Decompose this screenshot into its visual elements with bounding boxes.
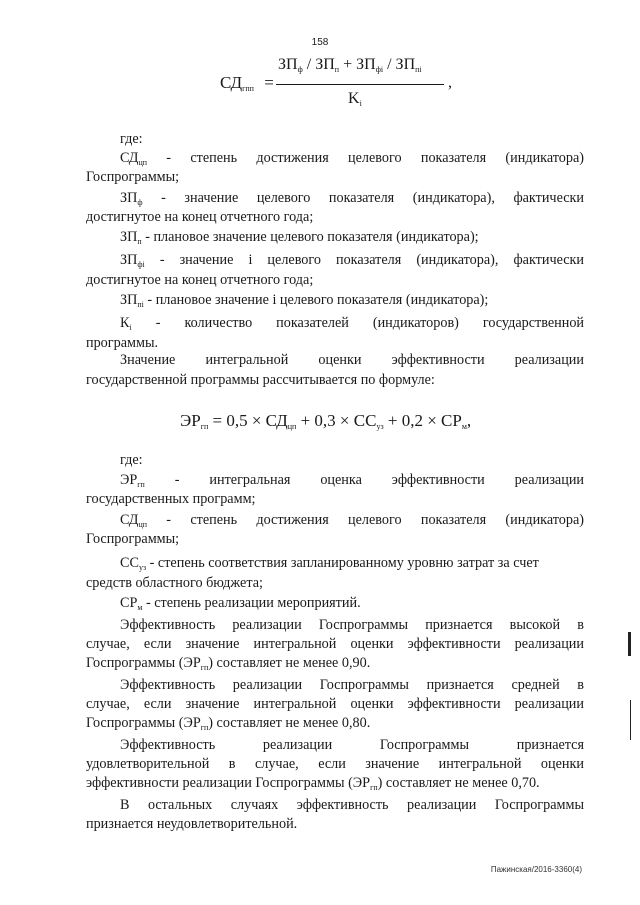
formula-1-plus: + (343, 56, 353, 73)
page-number: 158 (311, 37, 329, 48)
def7-sub: гп (137, 480, 145, 489)
para2-line1: Эффективность реализации Госпрограммы признается средней в (120, 677, 584, 693)
formula-2-term-2-sub: уз (376, 422, 384, 431)
def2-sub: ф (137, 198, 143, 207)
formula-1-term-c-sub: фi (375, 65, 384, 74)
def1-line (120, 150, 584, 167)
def9-sub: уз (138, 563, 147, 572)
formula-2-term-3-sub: м (461, 422, 467, 431)
para1-line1: Эффективность реализации Госпрограммы признается высокой в (120, 617, 584, 633)
formula-2-term-3: + 0,2 × СР (387, 411, 462, 430)
where-label-1: где: (120, 131, 143, 147)
footer-reference: Пажинская/2016-3360(4) (490, 865, 582, 874)
def7-text: - интегральная оценка эффективности реализации (174, 472, 585, 488)
def4-sub: фi (137, 260, 145, 269)
def8-text: - степень достижения целевого показателя (индикатора) (166, 512, 584, 528)
formula-2-term-1-sub: цп (287, 422, 297, 431)
formula-2-lhs-sub: гп (200, 422, 209, 431)
where-label-2: где: (120, 452, 143, 468)
para3-line3-a: эффективности реализации Госпрограммы (ЭР (86, 775, 371, 791)
formula-1-term-b: ЗП (315, 56, 335, 73)
def10-sub: м (137, 603, 143, 612)
def1-text: - степень достижения целевого показателя (индикатора) (166, 150, 584, 166)
def10-symbol: СР (120, 595, 138, 611)
formula-1-lhs-sub: гпп (242, 84, 254, 93)
def8-sub: цп (138, 520, 147, 529)
def7-line (120, 472, 584, 489)
def9-cont: средств областного бюджета; (86, 575, 263, 591)
para3-line3-sub: гп (370, 783, 378, 792)
def9-text: - степень соответствия запланированному уровню затрат за счет (149, 555, 539, 571)
formula-1-numerator (278, 56, 422, 74)
para1-line2: случае, если значение интегральной оценки эффективности реализации (86, 636, 584, 652)
para3-line1: Эффективность реализации Госпрограммы признается (120, 737, 584, 753)
formula-1-lhs-symbol: СД (220, 73, 243, 92)
formula-1-equals: = (264, 73, 274, 92)
intro2-line1: Значение интегральной оценки эффективности реализации (120, 352, 584, 368)
para2-line2: случае, если значение интегральной оценки эффективности реализации (86, 696, 584, 712)
def6-sub: i (129, 323, 132, 332)
def6-line (120, 315, 584, 332)
def2-line (120, 190, 584, 207)
scan-edge-mark (628, 632, 631, 656)
def8-line (120, 512, 584, 529)
def7-symbol: ЭР (120, 472, 138, 488)
para1-line3-sub: гп (200, 663, 209, 672)
def9-line (120, 555, 539, 572)
formula-1-den-symbol: K (348, 90, 360, 107)
def3-line (120, 229, 479, 246)
def2-cont: достигнутое на конец отчетного года; (86, 209, 314, 225)
fraction-bar (276, 84, 444, 85)
def4-text: - значение i целевого показателя (индикатора), фактически (159, 252, 585, 268)
def6-cont: программы. (86, 335, 159, 351)
def10-text: - степень реализации мероприятий. (145, 595, 361, 611)
def5-line (120, 292, 488, 309)
formula-2-lhs: ЭР (180, 411, 201, 430)
formula-1-den-sub: i (359, 99, 362, 108)
para2-line3-sub: гп (200, 723, 209, 732)
def10-line (120, 595, 361, 612)
def5-sub: пi (137, 300, 144, 309)
formula-1-lhs (220, 73, 274, 93)
formula-2-comma: , (466, 411, 472, 430)
def6-symbol: К (120, 315, 130, 331)
formula-1-term-a-sub: ф (297, 65, 303, 74)
para4-line2: признается неудовлетворительной. (86, 816, 298, 832)
formula-1-div-1: / (306, 56, 312, 73)
para2-line3-b: ) составляет не менее 0,80. (208, 715, 371, 731)
formula-1-term-b-sub: п (334, 65, 340, 74)
def4-line (120, 252, 584, 269)
para3-line3-b: ) составляет не менее 0,70. (377, 775, 540, 791)
formula-1-div-2: / (387, 56, 392, 73)
formula-1-term-d: ЗП (395, 56, 416, 73)
def1-cont: Госпрограммы; (86, 169, 180, 185)
def2-symbol: ЗП (120, 190, 138, 206)
formula-2 (180, 411, 471, 431)
def8-cont: Госпрограммы; (86, 531, 180, 547)
def4-cont: достигнутое на конец отчетного года; (86, 272, 314, 288)
formula-1-term-c: ЗП (356, 56, 376, 73)
para4-line1: В остальных случаях эффективность реализации Госпрограммы (120, 797, 584, 813)
formula-1-denominator (348, 90, 362, 108)
def9-symbol: СС (120, 555, 139, 571)
def1-sub: цп (138, 158, 147, 167)
formula-2-term-2: + 0,3 × СС (300, 411, 377, 430)
formula-1-term-a: ЗП (278, 56, 298, 73)
def6-text: - количество показателей (индикаторов) государственной (155, 315, 585, 331)
def1-symbol: СД (120, 150, 139, 166)
def4-symbol: ЗП (120, 252, 138, 268)
para3-line2: удовлетворительной в случае, если значение интегральной оценки (86, 756, 584, 772)
def3-sub: п (137, 237, 142, 246)
scan-edge-line (630, 700, 631, 740)
para1-line3 (86, 655, 370, 672)
formula-1-term-d-sub: пi (415, 65, 422, 74)
def3-symbol: ЗП (120, 229, 138, 245)
para2-line3 (86, 715, 370, 732)
para3-line3 (86, 775, 540, 792)
intro2-line2: государственной программы рассчитывается по формуле: (86, 372, 435, 388)
def3-text: - плановое значение целевого показателя (индикатора); (145, 229, 479, 245)
def5-text: - плановое значение i целевого показателя (индикатора); (147, 292, 489, 308)
def7-cont: государственных программ; (86, 491, 256, 507)
def8-symbol: СД (120, 512, 139, 528)
def2-text: - значение целевого показателя (индикатора), фактически (161, 190, 585, 206)
para1-line3-a: Госпрограммы (ЭР (86, 655, 201, 671)
formula-2-term-1: = 0,5 × СД (212, 411, 288, 430)
formula-1-comma: , (448, 74, 452, 91)
para1-line3-b: ) составляет не менее 0,90. (208, 655, 371, 671)
def5-symbol: ЗП (120, 292, 138, 308)
para2-line3-a: Госпрограммы (ЭР (86, 715, 201, 731)
